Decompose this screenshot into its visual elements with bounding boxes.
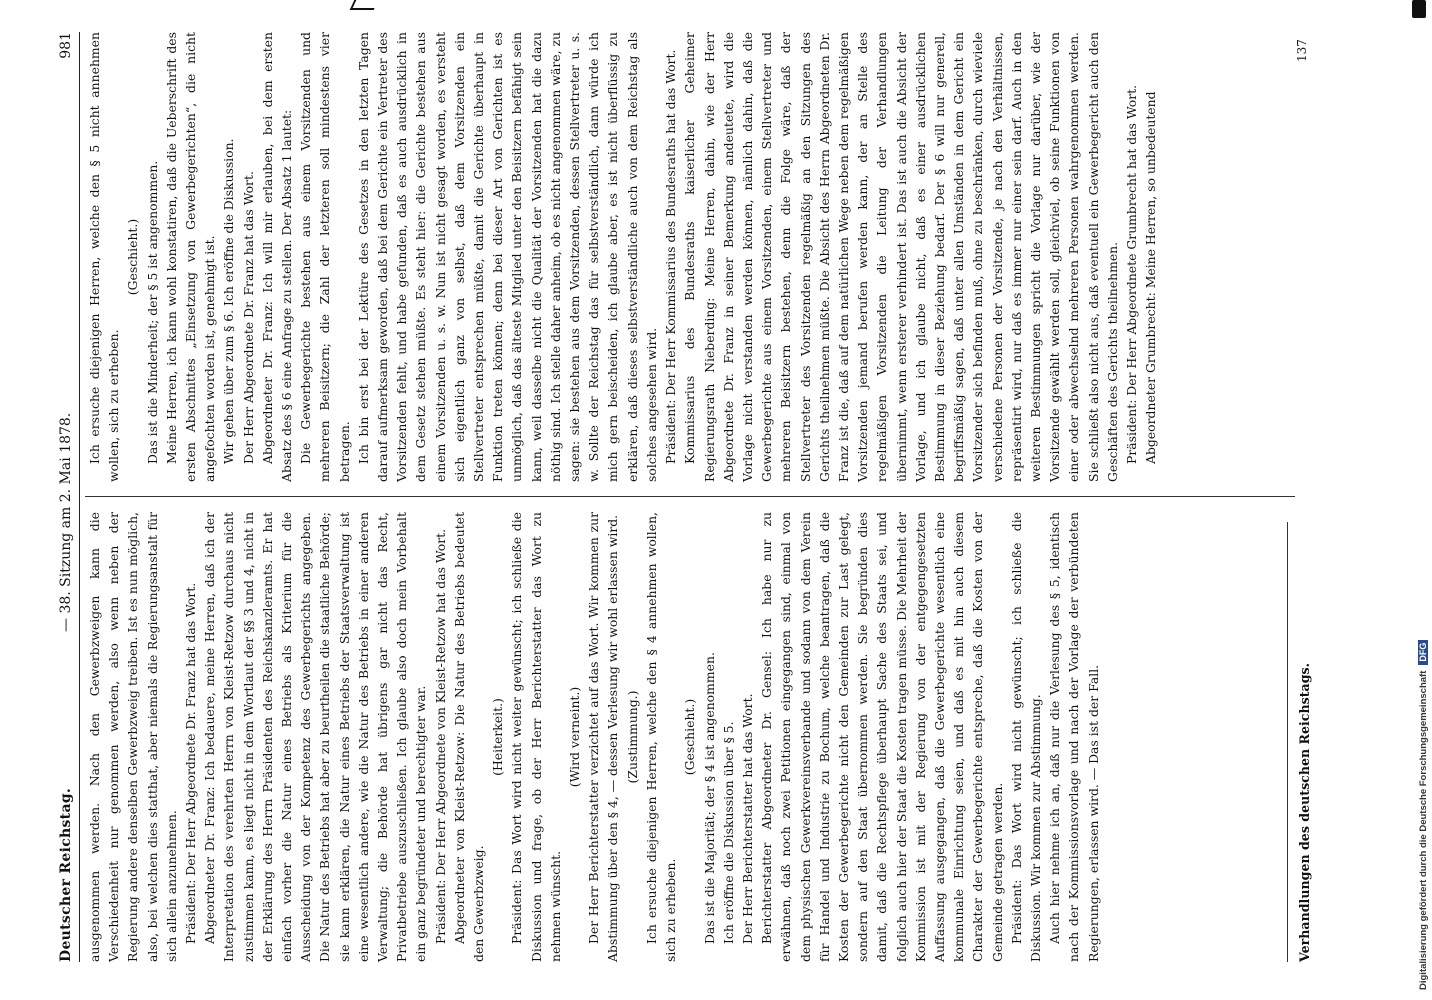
interjection: (Geschieht.) — [682, 698, 698, 776]
paragraph: Kommissarius des Bundesraths kaiserlicher Geheimer Regierungsrath Nieberding: Meine Herren, dahin, wie der Herr Abgeordnete Dr. Franz in seiner Bemerkung andeutete, wird die Vorlage nicht verstanden werden können, nämlich dahin, daß die Gewerbegerichte aus einem Vorsitzenden, einem Stellvertreter und mehreren Beisitzern bestehen, denn die Folge wäre, daß der Stellvertreter des Vorsitzenden regelmäßig an den Sitzungen des Gerichts theilnehmen müßte. Die Absicht des Herrn Abgeordneten Dr. Franz ist die, daß auf dem natürlichen Wege neben dem regelmäßigen Vorsitzenden jemand berufen werden kann, der an Stelle des regelmäßigen Vorsitzenden die Leitung der Verhandlungen übernimmt, wenn ersterer verhindert ist. Das ist auch die Absicht der Vorlage, und ich glaube nicht, daß es einer ausdrücklichen Bestimmung in dieser Beziehung bedarf. Der § 6 will nur generell, begriffsmäßig sagen, daß unter allen Umständen in dem Gericht ein Vorsitzender sich befinden muß, ohne zu beschränken, durch wieviele verschiedene Personen der Vorsitzende, je nach den Verhältnissen, repräsentirt wird, nur daß es immer nur einer sein darf. Auch in den weiteren Bestimmungen spricht die Vorlage nur darüber, wie der Vorsitzende gewählt werden soll, gleichviel, ob seine Funktionen von einer oder abwechselnd mehreren Personen wahrgenommen werden. Sie schließt also nicht aus, daß eventuell ein Gewerbegericht auch den Geschäften des Gerichts theilnehmen. — [682, 32, 1120, 482]
paragraph: Auch hier nehme ich an, daß nur die Verlesung des § 5, identisch nach der Kommissionsvorlage und nach der Vorlage der verbündeten Regierungen, erlassen wird. — Das ist der Fall. — [1047, 512, 1101, 962]
interjection: (Wird verneint.) — [567, 686, 583, 788]
scan-corner-mark — [1412, 0, 1426, 18]
paragraph: Ich bin erst bei der Lektüre des Gesetzes in den letzten Tagen darauf aufmerksam geworden, daß bei dem Gerichte ein Vertreter des Vorsitzenden fehlt, und habe gefunden, daß es auch ausdrücklich in dem Gesetz stehen müßte. Es steht hier: die Gerichte bestehen aus einem Vorsitzenden u. s. w. Nun ist nicht gesagt worden, es versteht sich eigentlich ganz von selbst, daß dem Vorsitzenden ein Stellvertreter entsprechen müßte, damit die Gerichte überhaupt in Funktion treten können; denn bei dieser Art von Gerichten ist es unmöglich, daß das älteste Mitglied unter den Beisitzern befähigt sein kann, weil dasselbe nicht die Qualität der Vorsitzenden hat die dazu nöthig sind. Ich stelle daher anheim, ob es nicht angenommen wäre, zu sagen: sie bestehen aus dem Vorsitzenden, dessen Stellvertreter u. s. w. Sollte der Reichstag das für selbstverständlich, dann würde ich mich gern beischeiden, ich glaube aber, es ist nicht überflüssig zu erklären, daß dieses selbstverständliche auch von dem Reichstag als solches angesehen wird. — [355, 32, 659, 482]
scan-edge-mark — [350, 0, 379, 10]
column-divider — [85, 496, 1295, 497]
interjection: (Zustimmung.) — [624, 690, 640, 784]
digitization-text: Digitalisierung gefördert durch die Deutsche Forschungsgemeinschaft — [1418, 670, 1429, 990]
speaker-paragraph: Präsident: Der Herr Abgeordnete Grumbrecht hat das Wort. — [1123, 84, 1139, 464]
quoted-paragraph: Die Gewerbegerichte bestehen aus einem Vorsitzenden und mehreren Beisitzern; die Zahl der letzteren soll mindestens vier betragen. — [298, 32, 352, 482]
footer-sheet-number: 137 — [1295, 39, 1309, 62]
dfg-logo: DFG — [1418, 640, 1428, 665]
left-column — [85, 512, 1103, 962]
paragraph: Ich ersuche diejenigen Herren, welche den § 5 nicht annehmen wollen, sich zu erheben. — [87, 32, 122, 482]
paragraph: Ich ersuche diejenigen Herren, welche den § 4 annehmen wollen, sich zu erheben. — [643, 512, 679, 962]
header-session: — 38. Sitzung am 2. Mai 1878. — [58, 412, 74, 632]
page-number: 981 — [58, 32, 74, 59]
footer-rule — [1287, 522, 1288, 962]
paragraph: ausgenommen werden. Nach den Gewerbzweigen kann die Verschiedenheit nur genommen werden, also wenn neben der Regierung andere denselben Gewerbzweig treiben. Ist es nun möglich, also, bei welchen dies statthat, aber niemals die Regierungsanstalt für sich allein anzunehmen. — [87, 512, 179, 962]
speaker-paragraph: Präsident: Das Wort wird nicht gewünscht; ich schließe die Diskussion. Wir kommen zur Abstimmung. — [1008, 512, 1043, 962]
paragraph: Ich eröffne die Diskussion über § 5. — [720, 721, 736, 944]
right-column — [85, 32, 1160, 482]
speaker-paragraph: Präsident: Das Wort wird nicht weiter gewünscht; ich schließe die Diskussion und frage, ob der Herr Berichterstatter das Wort zu nehmen wünscht. — [509, 512, 563, 962]
paragraph: Meine Herren, ich kann wohl konstatiren, daß die Ueberschrift des ersten Abschnittes „Einsetzung von Gewerbegerichten“, die nicht angefochten worden ist, genehmigt ist. — [163, 32, 218, 482]
page-header — [55, 32, 80, 962]
footer-signature: Verhandlungen des deutschen Reichstags. — [1297, 663, 1312, 962]
paragraph: Der Herr Abgeordnete Dr. Franz hat das Wort. — [240, 171, 256, 464]
header-title: Deutscher Reichstag. — [58, 787, 74, 962]
paragraph: Das ist die Minderheit; der § 5 ist angenommen. — [144, 160, 160, 464]
interjection: (Heiterkeit.) — [490, 698, 506, 776]
paragraph: Das ist die Majorität; der § 4 ist angenommen. — [701, 652, 717, 944]
page-body — [55, 32, 1355, 962]
paragraph: Abgeordneter von Kleist-Retzow: Die Natur des Betriebs bedeutet den Gewerbzweig. — [451, 512, 487, 962]
speaker-paragraph: Präsident: Der Herr Kommissarius des Bundesraths hat das Wort. — [663, 49, 679, 464]
digitization-note — [1418, 90, 1432, 990]
paragraph: Wir gehen über zum § 6. Ich eröffne die Diskussion. — [221, 138, 237, 464]
speaker-paragraph: Präsident: Der Herr Abgeordnete von Kleist-Retzow hat das Wort. — [432, 528, 448, 944]
paragraph: Der Herr Berichterstatter hat das Wort. — [739, 693, 755, 944]
paragraph: Berichterstatter Abgeordneter Dr. Gensel: Ich habe nur zu erwähnen, daß noch zwei Petitionen eingegangen sind, einmal von dem physischen Gewerkvereinsverbande und sodann von dem Verein für Handel und Industrie zu Bochum, welche beantragen, daß die Kosten der Gewerbegerichte nicht den Gemeinden zur Last gelegt, sondern auf den Staat übernommen werden. Sie begründen dies damit, daß die Rechtspflege überhaupt Sache des Staats sei, und folglich auch hier der Staat die Kosten tragen müsse. Die Mehrheit der Kommission ist mit der Regierung von der entgegengesetzten Auffassung ausgegangen, daß die Gewerbegerichte wesentlich eine kommunale Einrichtung seien, und daß es mit hin auch diesem Charakter der Gewerbegerichte entspreche, daß die Kosten von der Gemeinde getragen werden. — [759, 512, 1005, 962]
paragraph: Abgeordneter Dr. Franz: Ich bedauere, meine Herren, daß ich der Interpretation des verehrten Herrn von Kleist-Retzow durchaus nicht zustimmen kann, es liegt nicht in dem Wortlaut der §§ 3 und 4, nicht in der Erklärung des Herrn Präsidenten des Reichskanzleramts. Er hat einfach vorher die Natur eines Betriebs als Kriterium für die Ausscheidung von der Kompetenz des Gewerbegerichts angegeben. Die Natur des Betriebs hat aber zu beurtheilen die staatliche Behörde; sie kann erklären, die Natur eines Betriebs der Staatsverwaltung ist eine wesentlich andere, wie die Natur des Betriebs in einer anderen Verwaltung; die Behörde hat übrigens gar nicht das Recht, Privatbetriebe auszuschließen. Ich glaube also doch mein Vorbehalt ein ganz begründeter und berechtigter war. — [202, 512, 429, 962]
paragraph: Abgeordneter Grumbrecht: Meine Herren, so unbedeutend — [1143, 91, 1159, 464]
paragraph: Der Herr Berichterstatter verzichtet auf das Wort. Wir kommen zur Abstimmung über den § 4, — dessen Verlesung wir wohl erlassen wird. — [586, 512, 621, 962]
interjection: (Geschieht.) — [125, 218, 141, 296]
speaker-paragraph: Präsident: Der Herr Abgeordnete Dr. Franz hat das Wort. — [183, 582, 199, 944]
speaker-paragraph: Abgeordneter Dr. Franz: Ich will mir erlauben, bei dem ersten Absatz des § 6 eine Anfrage zu stellen. Der Absatz 1 lautet: — [259, 32, 295, 482]
